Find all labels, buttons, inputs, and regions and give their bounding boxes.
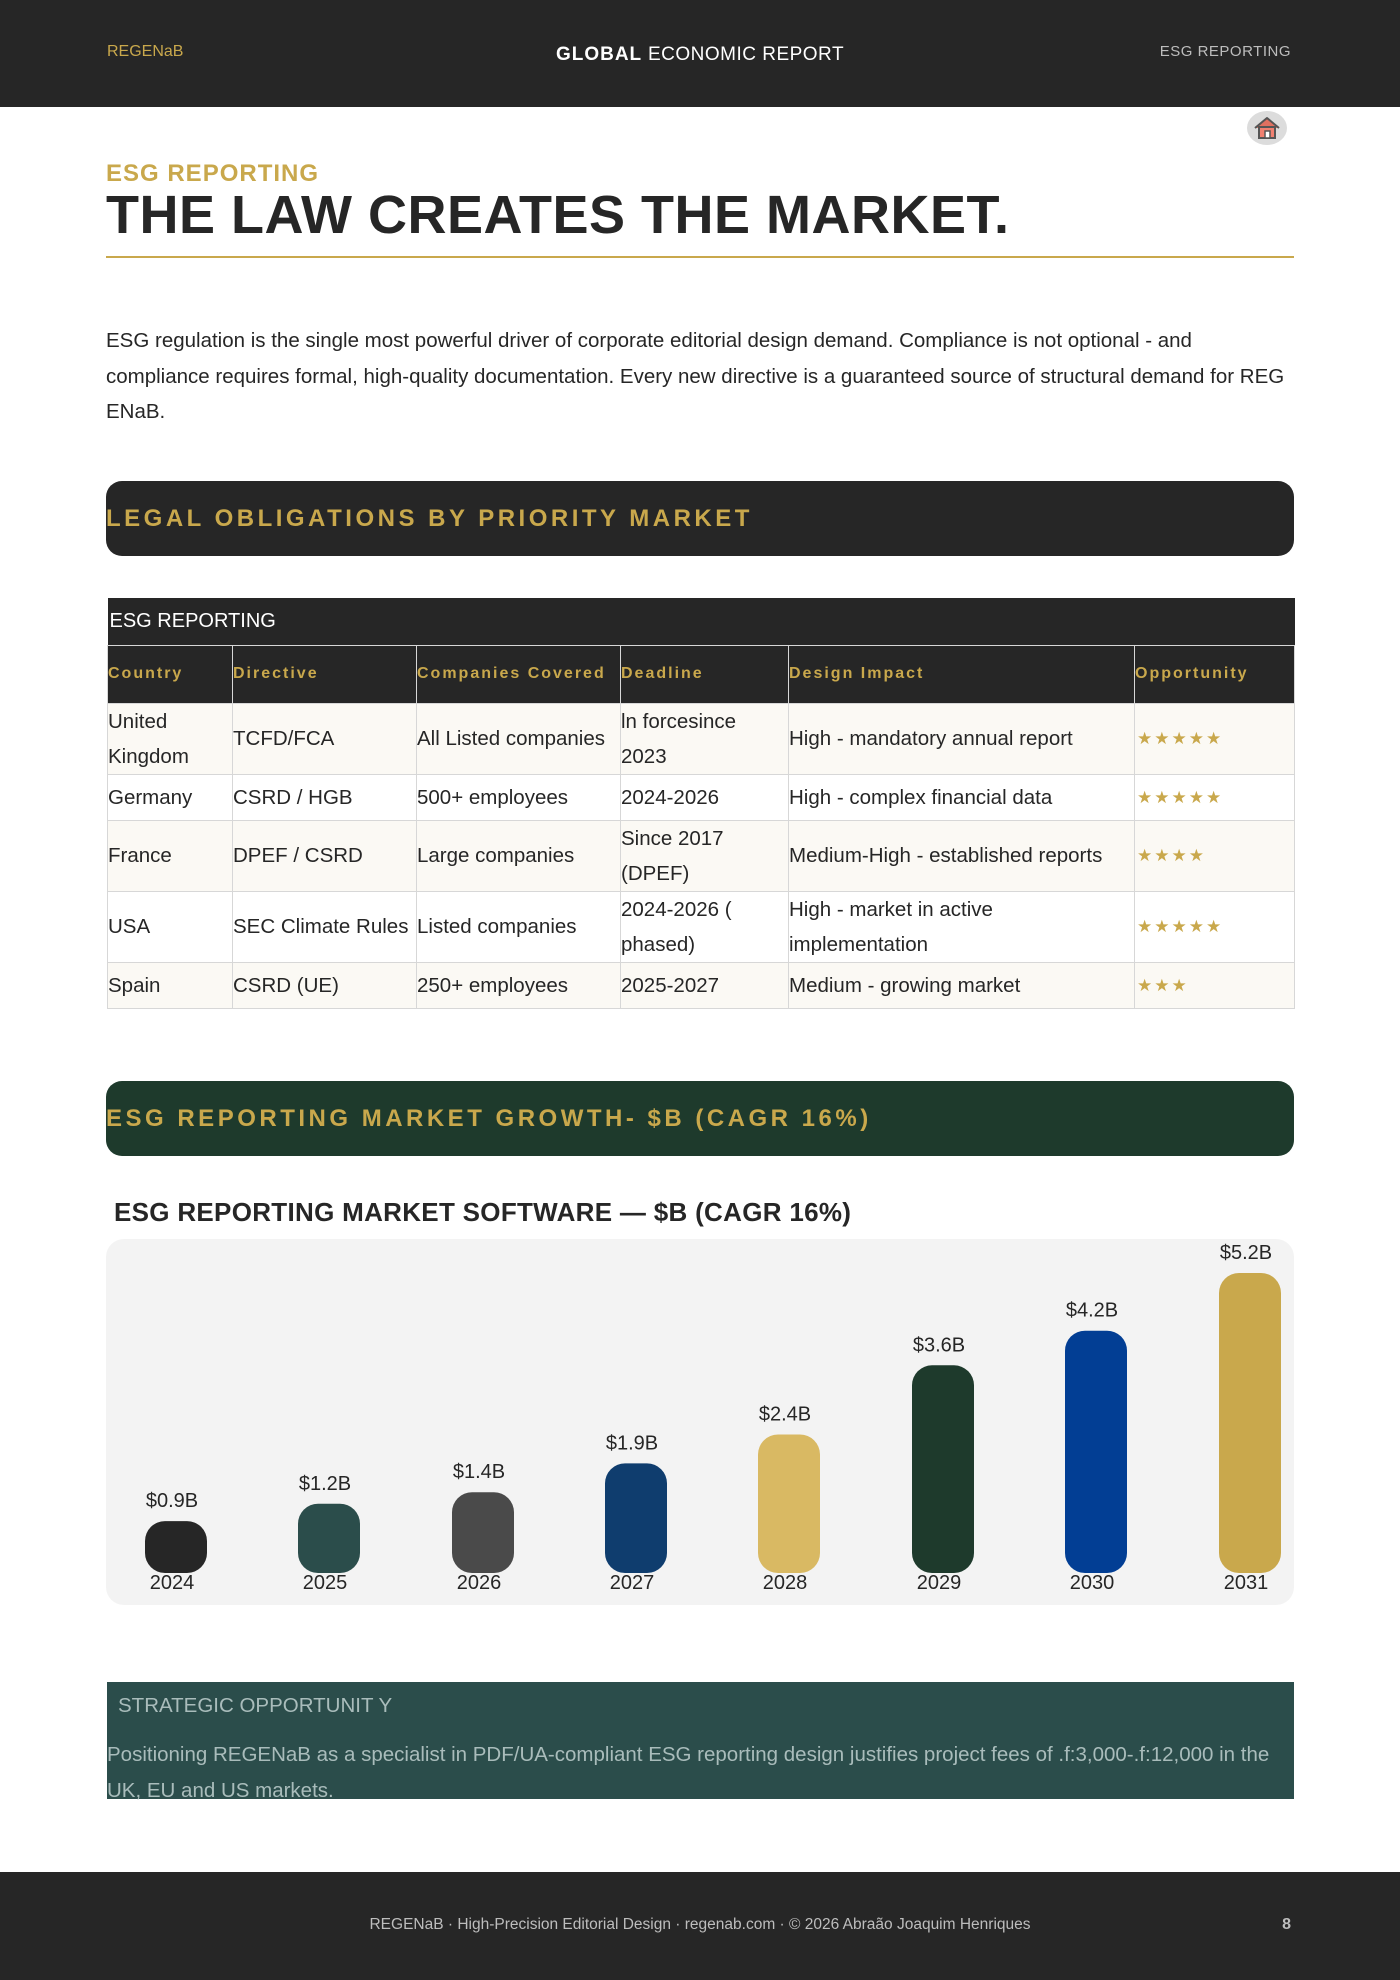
report-title-rest: ECONOMIC REPORT — [647, 44, 845, 65]
chart-title: ESG REPORTING MARKET SOFTWARE — $B (CAGR 16%) — [114, 1197, 852, 1227]
cell-companies: Listed companies — [417, 891, 621, 962]
column-header: Directive — [233, 645, 417, 703]
table-row — [108, 962, 1295, 1008]
cell-design-impact: High - complex financial data — [789, 774, 1135, 820]
callout-title: STRATEGIC OPPORTUNIT Y — [118, 1694, 393, 1717]
bar-value-label: $1.2B — [298, 1472, 352, 1495]
column-header: Opportunity — [1135, 645, 1295, 703]
cell-design-impact: Medium - growing market — [789, 962, 1135, 1008]
legal-obligations-banner-title: LEGAL OBLIGATIONS BY PRIORITY MARKET — [106, 505, 753, 532]
bar-value-label: $2.4B — [758, 1403, 812, 1426]
home-icon — [1252, 116, 1282, 140]
x-axis-tick-label: 2025 — [302, 1572, 348, 1594]
cell-deadline: 2024-2026 ( phased) — [621, 891, 789, 962]
column-header: Design Impact — [789, 645, 1135, 703]
cell-country: France — [108, 820, 233, 891]
cell-directive: CSRD / HGB — [233, 774, 417, 820]
cell-deadline: ln forcesince 2023 — [621, 703, 789, 774]
bar-value-label: $5.2B — [1219, 1242, 1273, 1264]
x-axis-tick-label: 2026 — [456, 1572, 502, 1594]
obligations-table — [107, 598, 1295, 1009]
column-header: Country — [108, 645, 233, 703]
cell-companies: 250+ employees — [417, 962, 621, 1008]
bar-value-label: $4.2B — [1065, 1299, 1119, 1322]
cell-companies: Large companies — [417, 820, 621, 891]
cell-design-impact: High - market in active implementation — [789, 891, 1135, 962]
cell-directive: CSRD (UE) — [233, 962, 417, 1008]
cell-opportunity-stars: ★★★★ — [1135, 820, 1295, 891]
page-footer — [0, 1872, 1400, 1980]
bar-value-label: $3.6B — [912, 1334, 966, 1357]
x-axis-tick-label: 2031 — [1223, 1572, 1269, 1594]
cell-opportunity-stars: ★★★★★ — [1135, 774, 1295, 820]
cell-country: Spain — [108, 962, 233, 1008]
cell-country: United Kingdom — [108, 703, 233, 774]
legal-obligations-banner — [106, 481, 1294, 556]
bar-2028 — [758, 1435, 820, 1573]
home-button[interactable] — [1247, 111, 1287, 145]
market-growth-bar-chart — [0, 1200, 1400, 1610]
strategic-opportunity-callout — [107, 1682, 1294, 1802]
cell-deadline: 2025-2027 — [621, 962, 789, 1008]
cell-directive: SEC Climate Rules — [233, 891, 417, 962]
cell-companies: All Listed companies — [417, 703, 621, 774]
x-axis-tick-label: 2027 — [609, 1572, 655, 1594]
cell-opportunity-stars: ★★★★★ — [1135, 891, 1295, 962]
x-axis-tick-label: 2029 — [916, 1572, 962, 1594]
cell-opportunity-stars: ★★★★★ — [1135, 703, 1295, 774]
column-header: Deadline — [621, 645, 789, 703]
cell-deadline: Since 2017 (DPEF) — [621, 820, 789, 891]
section-label: ESG REPORTING — [1159, 43, 1291, 60]
x-axis-tick-label: 2030 — [1069, 1572, 1115, 1594]
cell-deadline: 2024-2026 — [621, 774, 789, 820]
cell-design-impact: High - mandatory annual report — [789, 703, 1135, 774]
brand-name: REGENaB — [107, 43, 184, 60]
report-title-bold: GLOBAL — [555, 44, 643, 65]
bar-value-label: $1.4B — [452, 1461, 506, 1484]
bar-2024 — [145, 1521, 207, 1573]
bar-value-label: $0.9B — [145, 1490, 199, 1513]
table-row — [108, 703, 1295, 774]
table-header-row — [108, 645, 1295, 703]
cell-country: Germany — [108, 774, 233, 820]
bar-2029 — [912, 1365, 974, 1573]
intro-paragraph: ESG regulation is the single most powerful driver of corporate editorial design demand. Compliance is not optional - and compliance requires formal, high-quality documentation. Every new directive is a guaranteed source of structural demand for REG ENaB. — [106, 329, 1285, 423]
cell-opportunity-stars: ★★★ — [1135, 962, 1295, 1008]
callout-text: Positioning REGENaB as a specialist in PDF/UA-compliant ESG reporting design justifies project fees of .f:3,000-.f:12,000 in the UK, EU and US markets. — [107, 1743, 1270, 1802]
bar-value-label: $1.9B — [605, 1432, 659, 1455]
cell-directive: TCFD/FCA — [233, 703, 417, 774]
bar-2026 — [452, 1492, 514, 1573]
market-growth-banner-title: ESG REPORTING MARKET GROWTH- $B (CAGR 16%) — [106, 1105, 872, 1132]
footer-credits: REGENaB · High-Precision Editorial Design · regenab.com · © 2026 Abraão Joaquim Henriques — [369, 1916, 1031, 1933]
table-row — [108, 820, 1295, 891]
cell-design-impact: Medium-High - established reports — [789, 820, 1135, 891]
table-row — [108, 774, 1295, 820]
bar-2025 — [298, 1504, 360, 1573]
table-caption-row — [108, 598, 1295, 645]
page-headline: THE LAW CREATES THE MARKET. — [106, 185, 1010, 245]
top-bar — [0, 0, 1400, 107]
table-caption: ESG REPORTING — [108, 598, 1295, 645]
cell-companies: 500+ employees — [417, 774, 621, 820]
page-number: 8 — [1282, 1916, 1291, 1933]
table-row — [108, 891, 1295, 962]
headline-divider — [106, 256, 1294, 258]
column-header: Companies Covered — [417, 645, 621, 703]
bar-2027 — [605, 1463, 667, 1573]
section-kicker: ESG REPORTING — [106, 160, 320, 187]
bar-2031 — [1219, 1273, 1281, 1573]
bar-2030 — [1065, 1331, 1127, 1573]
market-growth-banner — [106, 1081, 1294, 1156]
x-axis-tick-label: 2028 — [762, 1572, 808, 1594]
x-axis-tick-label: 2024 — [149, 1572, 195, 1594]
cell-directive: DPEF / CSRD — [233, 820, 417, 891]
cell-country: USA — [108, 891, 233, 962]
